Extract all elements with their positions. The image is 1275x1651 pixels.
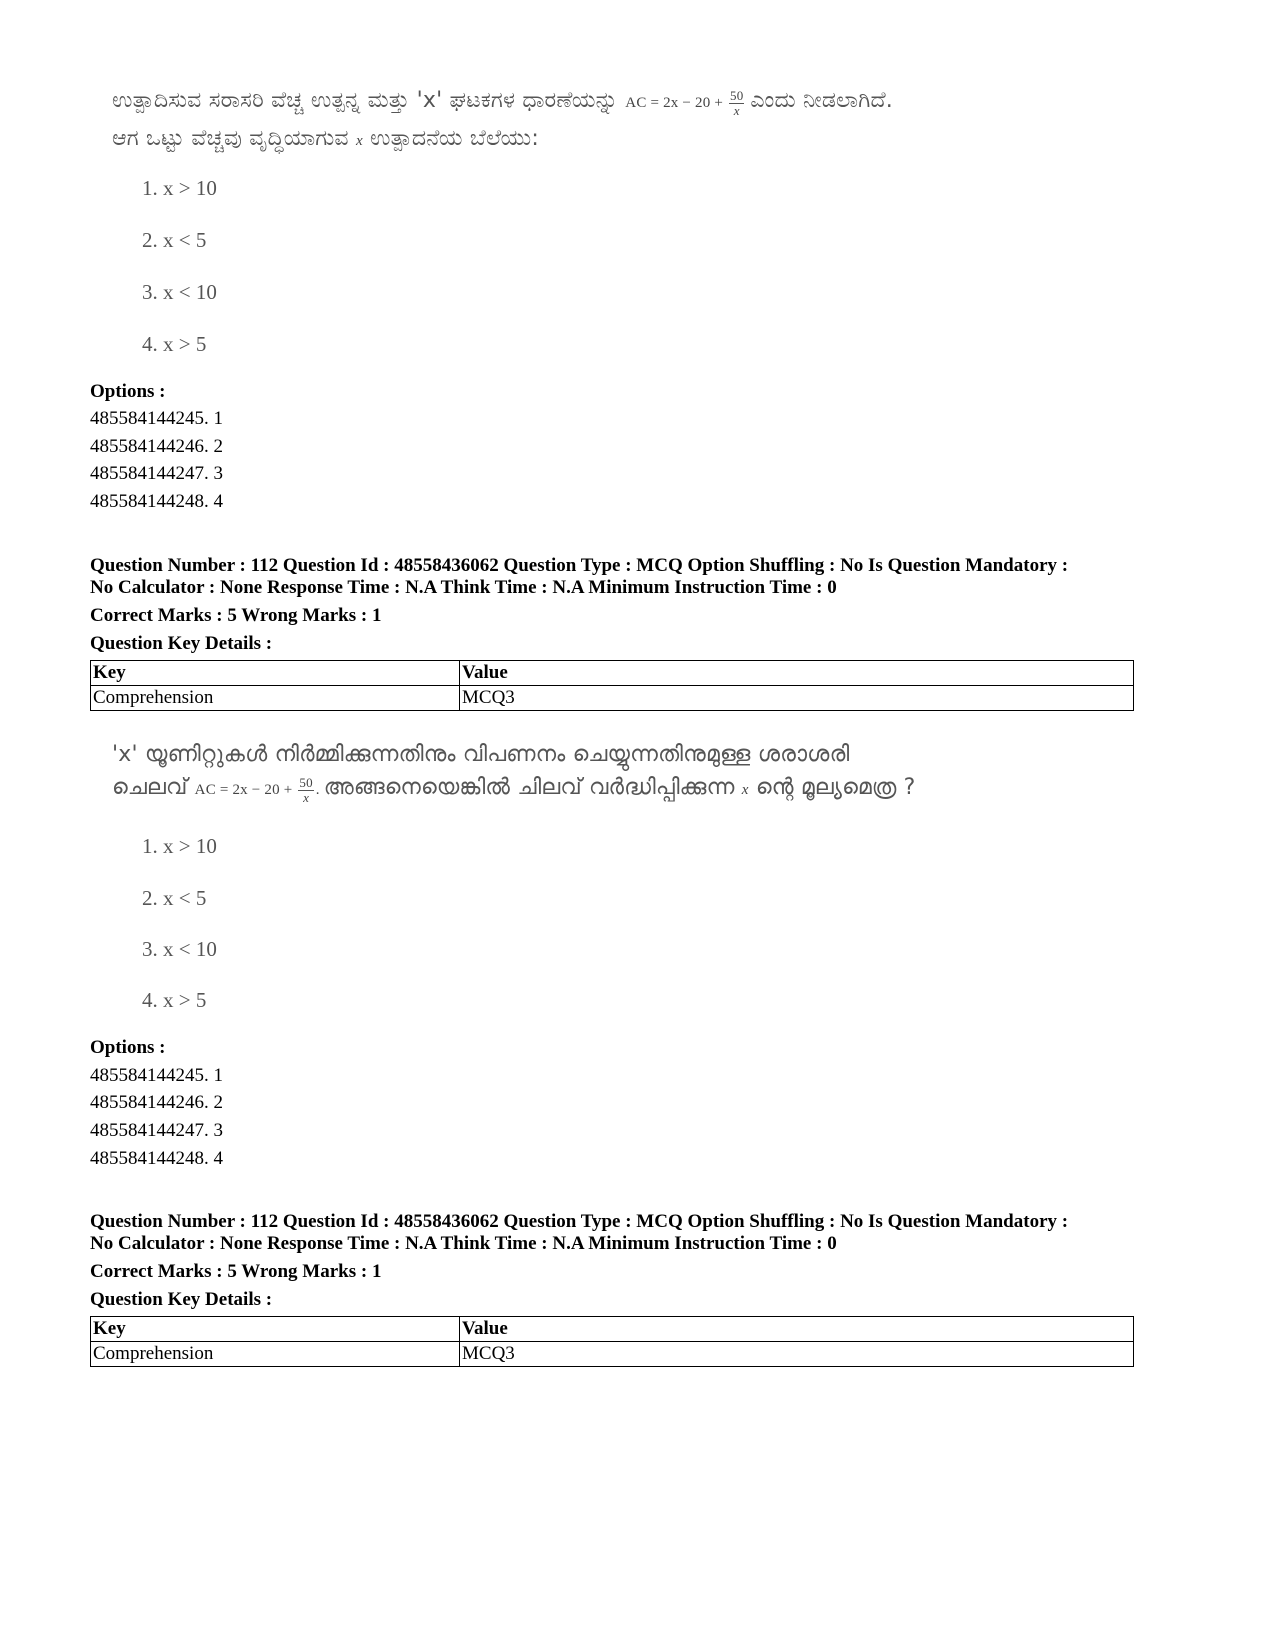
option-item: 485584144247. 3 [90, 1120, 223, 1141]
option-item: 485584144246. 2 [90, 436, 223, 457]
table-row [91, 686, 1134, 711]
key-details-label: Question Key Details : [90, 633, 273, 654]
table-cell: MCQ3 [460, 1342, 1134, 1367]
fraction-numerator: 50 [730, 88, 744, 104]
table-header-cell: Key [91, 661, 460, 686]
choice-item: 4. x > 5 [142, 332, 207, 356]
option-item: 485584144245. 1 [90, 408, 223, 429]
choice-item: 1. x > 10 [142, 834, 217, 858]
option-item: 485584144248. 4 [90, 491, 223, 512]
key-details-label: Question Key Details : [90, 1289, 273, 1310]
question-text-line [112, 126, 539, 151]
formula: AC = 2x − 20 + $\frac{50}{x}$ . [194, 775, 324, 806]
formula-lhs: AC = 2x − 20 + [194, 782, 293, 798]
choice-item: 1. x > 10 [142, 176, 217, 200]
formula-lhs: AC = 2x − 20 + [625, 95, 724, 111]
choice-item: 3. x < 10 [142, 280, 217, 304]
question-text: 'x' യൂണിറ്റുകൾ നിർമ്മിക്കുന്നതിനും വിപണനം ചെയ്യുന്നതിനുമുള്ള ശരാശരി [112, 742, 850, 767]
table-row [91, 1342, 1134, 1367]
fraction-denominator: x [733, 103, 740, 119]
meta-line: Question Number : 112 Question Id : 48558436062 Question Type : MCQ Option Shuffling : No Is Question Mandatory : [90, 555, 1069, 576]
choice-item: 4. x > 5 [142, 988, 207, 1012]
question-text-line [112, 742, 849, 767]
table-header-cell: Key [91, 1317, 460, 1342]
question-text: ചെലവ് [112, 775, 188, 800]
key-details-table [90, 660, 1134, 711]
question-text: അങ്ങനെയെങ്കിൽ ചിലവ് വർദ്ധിപ്പിക്കുന്ന [323, 775, 735, 800]
option-item: 485584144245. 1 [90, 1065, 223, 1086]
table-header-row [91, 661, 1134, 686]
formula-fraction [298, 776, 313, 805]
table-header-row [91, 1317, 1134, 1342]
table-cell: MCQ3 [460, 686, 1134, 711]
variable: x [355, 133, 363, 149]
meta-line: No Calculator : None Response Time : N.A Think Time : N.A Minimum Instruction Time : 0 [90, 1233, 837, 1254]
option-item: 485584144247. 3 [90, 463, 223, 484]
formula [625, 88, 750, 119]
table-cell: Comprehension [91, 1342, 460, 1367]
question-text-line [112, 775, 916, 805]
key-details-table [90, 1316, 1134, 1367]
question-text: ಉತ್ಪಾದನೆಯ ಬೆಲೆಯು: [370, 126, 539, 151]
question-text-line [112, 88, 893, 118]
choice-item: 2. x < 5 [142, 886, 207, 910]
fraction-denominator: x [303, 790, 310, 806]
question-meta [90, 555, 1150, 599]
marks-line: Correct Marks : 5 Wrong Marks : 1 [90, 605, 382, 626]
table-header-cell: Value [460, 661, 1134, 686]
meta-line: Question Number : 112 Question Id : 48558436062 Question Type : MCQ Option Shuffling : No Is Question Mandatory : [90, 1211, 1069, 1232]
option-item: 485584144248. 4 [90, 1148, 223, 1169]
question-meta [90, 1211, 1150, 1255]
question-text: ಎಂದು ನೀಡಲಾಗಿದೆ. [750, 88, 893, 113]
choice-item: 3. x < 10 [142, 937, 217, 961]
marks-line: Correct Marks : 5 Wrong Marks : 1 [90, 1261, 382, 1282]
question-text: ಆಗ ಒಟ್ಟು ವೆಚ್ಚವು ವೃದ್ಧಿಯಾಗುವ [112, 126, 349, 151]
choice-item: 2. x < 5 [142, 228, 207, 252]
table-header-cell: Value [460, 1317, 1134, 1342]
options-label: Options : [90, 1037, 166, 1058]
fraction-numerator: 50 [299, 775, 313, 791]
options-label: Options : [90, 381, 166, 402]
question-text: ന്റെ മൂല്യമെത്ര ? [755, 775, 916, 800]
formula-fraction [729, 89, 744, 118]
question-text: ಉತ್ಪಾದಿಸುವ ಸರಾಸರಿ ವೆಚ್ಚ ಉತ್ಪನ್ನ ಮತ್ತು 'x' ಘಟಕಗಳ ಧಾರಣೆಯನ್ನು [112, 88, 619, 113]
table-cell: Comprehension [91, 686, 460, 711]
option-item: 485584144246. 2 [90, 1092, 223, 1113]
meta-line: No Calculator : None Response Time : N.A Think Time : N.A Minimum Instruction Time : 0 [90, 577, 837, 598]
variable: x [741, 782, 749, 798]
